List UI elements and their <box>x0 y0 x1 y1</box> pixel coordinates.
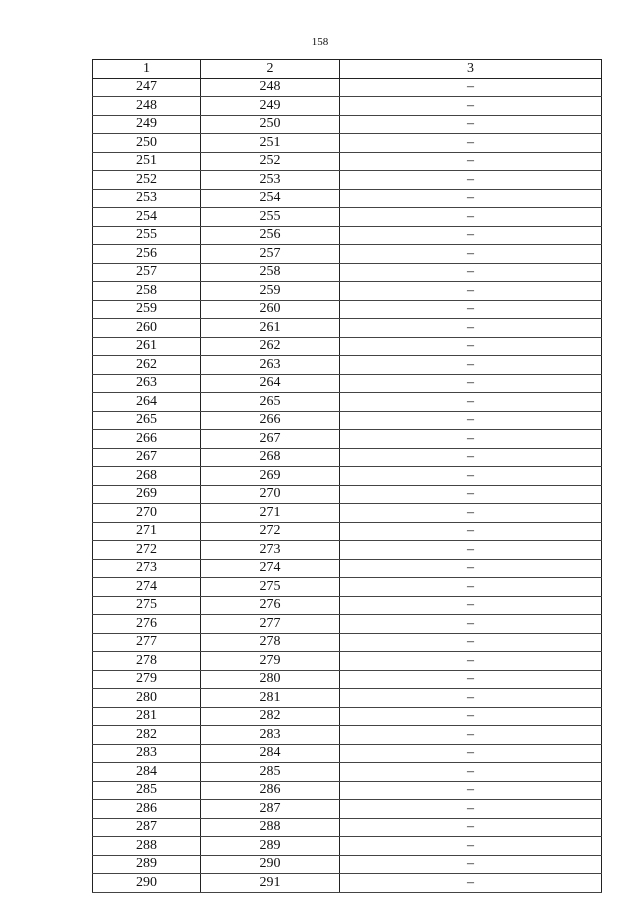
table-cell-col3: – <box>340 837 602 856</box>
data-table <box>92 59 602 893</box>
table-cell-col1: 250 <box>93 134 201 153</box>
table-cell-col2: 273 <box>201 541 340 560</box>
table-cell-col2: 259 <box>201 282 340 301</box>
table-cell-col3: – <box>340 411 602 430</box>
table-cell-col2: 286 <box>201 781 340 800</box>
table-cell-col1: 269 <box>93 485 201 504</box>
table-cell-col1: 257 <box>93 263 201 282</box>
table-row <box>93 541 602 560</box>
table-cell-col2: 256 <box>201 226 340 245</box>
table-row <box>93 337 602 356</box>
table-cell-col1: 268 <box>93 467 201 486</box>
column-header-3: 3 <box>340 60 602 79</box>
table-row <box>93 171 602 190</box>
table-cell-col3: – <box>340 189 602 208</box>
table-cell-col2: 250 <box>201 115 340 134</box>
table-cell-col2: 288 <box>201 818 340 837</box>
table-cell-col3: – <box>340 319 602 338</box>
table-cell-col2: 279 <box>201 652 340 671</box>
table-row <box>93 78 602 97</box>
table-cell-col1: 247 <box>93 78 201 97</box>
table-cell-col3: – <box>340 707 602 726</box>
table-cell-col3: – <box>340 485 602 504</box>
table-cell-col1: 274 <box>93 578 201 597</box>
table-cell-col1: 277 <box>93 633 201 652</box>
table-cell-col3: – <box>340 356 602 375</box>
table-row <box>93 707 602 726</box>
table-cell-col3: – <box>340 559 602 578</box>
table-cell-col1: 251 <box>93 152 201 171</box>
table-cell-col1: 273 <box>93 559 201 578</box>
table-cell-col2: 290 <box>201 855 340 874</box>
table-cell-col2: 274 <box>201 559 340 578</box>
table-row <box>93 763 602 782</box>
table-cell-col3: – <box>340 115 602 134</box>
table-cell-col3: – <box>340 763 602 782</box>
table-cell-col2: 291 <box>201 874 340 893</box>
table-row <box>93 855 602 874</box>
table-row <box>93 596 602 615</box>
table-cell-col3: – <box>340 282 602 301</box>
table-row <box>93 319 602 338</box>
table-cell-col2: 283 <box>201 726 340 745</box>
table-row <box>93 374 602 393</box>
table-cell-col3: – <box>340 97 602 116</box>
table-cell-col3: – <box>340 78 602 97</box>
table-row <box>93 393 602 412</box>
table-row <box>93 689 602 708</box>
table-cell-col1: 287 <box>93 818 201 837</box>
table-cell-col2: 270 <box>201 485 340 504</box>
table-row <box>93 226 602 245</box>
table-cell-col1: 266 <box>93 430 201 449</box>
table-cell-col1: 262 <box>93 356 201 375</box>
table-row <box>93 152 602 171</box>
table-row <box>93 97 602 116</box>
table-row <box>93 467 602 486</box>
table-cell-col3: – <box>340 263 602 282</box>
table-cell-col3: – <box>340 652 602 671</box>
column-header-1: 1 <box>93 60 201 79</box>
table-cell-col2: 265 <box>201 393 340 412</box>
table-cell-col3: – <box>340 393 602 412</box>
table-cell-col2: 266 <box>201 411 340 430</box>
table-cell-col2: 284 <box>201 744 340 763</box>
table-row <box>93 282 602 301</box>
table-cell-col2: 268 <box>201 448 340 467</box>
table-cell-col2: 260 <box>201 300 340 319</box>
table-cell-col2: 280 <box>201 670 340 689</box>
table-cell-col1: 276 <box>93 615 201 634</box>
table-row <box>93 670 602 689</box>
table-row <box>93 578 602 597</box>
table-cell-col2: 289 <box>201 837 340 856</box>
table-cell-col2: 272 <box>201 522 340 541</box>
table-cell-col2: 275 <box>201 578 340 597</box>
table-cell-col1: 264 <box>93 393 201 412</box>
table-row <box>93 504 602 523</box>
table-cell-col2: 276 <box>201 596 340 615</box>
table-row <box>93 800 602 819</box>
table-cell-col1: 265 <box>93 411 201 430</box>
table-cell-col2: 248 <box>201 78 340 97</box>
table-cell-col3: – <box>340 874 602 893</box>
table-cell-col1: 283 <box>93 744 201 763</box>
table-cell-col1: 263 <box>93 374 201 393</box>
table-cell-col1: 261 <box>93 337 201 356</box>
table-cell-col1: 271 <box>93 522 201 541</box>
table-cell-col2: 258 <box>201 263 340 282</box>
table-cell-col2: 253 <box>201 171 340 190</box>
table-row <box>93 263 602 282</box>
table-row <box>93 744 602 763</box>
table-cell-col1: 254 <box>93 208 201 227</box>
table-cell-col3: – <box>340 689 602 708</box>
table-row <box>93 448 602 467</box>
table-cell-col3: – <box>340 670 602 689</box>
table-cell-col1: 290 <box>93 874 201 893</box>
table-row <box>93 837 602 856</box>
table-cell-col1: 256 <box>93 245 201 264</box>
table-row <box>93 430 602 449</box>
page-number: 158 <box>311 36 329 48</box>
table-row <box>93 356 602 375</box>
table-cell-col3: – <box>340 781 602 800</box>
table-cell-col1: 289 <box>93 855 201 874</box>
table-cell-col1: 258 <box>93 282 201 301</box>
table-row <box>93 115 602 134</box>
table-cell-col3: – <box>340 818 602 837</box>
table-cell-col1: 248 <box>93 97 201 116</box>
table-cell-col3: – <box>340 171 602 190</box>
table-row <box>93 134 602 153</box>
table-cell-col2: 262 <box>201 337 340 356</box>
table-cell-col1: 284 <box>93 763 201 782</box>
table-cell-col2: 263 <box>201 356 340 375</box>
table-cell-col1: 275 <box>93 596 201 615</box>
table-row <box>93 818 602 837</box>
table-cell-col2: 249 <box>201 97 340 116</box>
table-cell-col3: – <box>340 152 602 171</box>
table-cell-col1: 272 <box>93 541 201 560</box>
table-cell-col2: 255 <box>201 208 340 227</box>
table-cell-col3: – <box>340 226 602 245</box>
table-cell-col3: – <box>340 337 602 356</box>
table-row <box>93 652 602 671</box>
table-cell-col2: 282 <box>201 707 340 726</box>
table-body <box>93 78 602 892</box>
table-cell-col3: – <box>340 467 602 486</box>
table-row <box>93 208 602 227</box>
column-header-2: 2 <box>201 60 340 79</box>
table-cell-col2: 269 <box>201 467 340 486</box>
table-cell-col3: – <box>340 448 602 467</box>
table-cell-col3: – <box>340 615 602 634</box>
table-cell-col2: 261 <box>201 319 340 338</box>
table-cell-col2: 251 <box>201 134 340 153</box>
table-cell-col2: 281 <box>201 689 340 708</box>
table-cell-col1: 281 <box>93 707 201 726</box>
table-row <box>93 726 602 745</box>
table-cell-col1: 255 <box>93 226 201 245</box>
table-cell-col3: – <box>340 578 602 597</box>
table-cell-col1: 259 <box>93 300 201 319</box>
table-cell-col1: 278 <box>93 652 201 671</box>
table-cell-col3: – <box>340 596 602 615</box>
table-row <box>93 522 602 541</box>
table-cell-col1: 279 <box>93 670 201 689</box>
header-row <box>93 60 602 79</box>
table-cell-col3: – <box>340 744 602 763</box>
table-cell-col1: 288 <box>93 837 201 856</box>
table-cell-col1: 252 <box>93 171 201 190</box>
table-row <box>93 485 602 504</box>
table-cell-col1: 280 <box>93 689 201 708</box>
table-cell-col1: 249 <box>93 115 201 134</box>
table-cell-col2: 257 <box>201 245 340 264</box>
table-header <box>93 60 602 79</box>
table-cell-col1: 282 <box>93 726 201 745</box>
table-cell-col3: – <box>340 726 602 745</box>
table-cell-col3: – <box>340 300 602 319</box>
table-cell-col1: 285 <box>93 781 201 800</box>
table-row <box>93 245 602 264</box>
table-cell-col1: 286 <box>93 800 201 819</box>
table-cell-col2: 267 <box>201 430 340 449</box>
table-cell-col2: 264 <box>201 374 340 393</box>
table-cell-col2: 287 <box>201 800 340 819</box>
table-cell-col3: – <box>340 374 602 393</box>
table-cell-col3: – <box>340 504 602 523</box>
table-cell-col3: – <box>340 633 602 652</box>
table-row <box>93 615 602 634</box>
table-cell-col2: 285 <box>201 763 340 782</box>
table-row <box>93 633 602 652</box>
table-row <box>93 300 602 319</box>
table-row <box>93 411 602 430</box>
table-cell-col2: 277 <box>201 615 340 634</box>
table-row <box>93 189 602 208</box>
table-cell-col3: – <box>340 208 602 227</box>
table-cell-col2: 278 <box>201 633 340 652</box>
table-cell-col3: – <box>340 134 602 153</box>
table-cell-col1: 267 <box>93 448 201 467</box>
table-cell-col3: – <box>340 245 602 264</box>
table-cell-col3: – <box>340 522 602 541</box>
table-cell-col3: – <box>340 430 602 449</box>
table-cell-col2: 252 <box>201 152 340 171</box>
table-cell-col3: – <box>340 541 602 560</box>
table-cell-col2: 254 <box>201 189 340 208</box>
table-cell-col1: 270 <box>93 504 201 523</box>
table-cell-col3: – <box>340 800 602 819</box>
table-row <box>93 874 602 893</box>
table-cell-col2: 271 <box>201 504 340 523</box>
table-row <box>93 559 602 578</box>
table-cell-col3: – <box>340 855 602 874</box>
table-cell-col1: 253 <box>93 189 201 208</box>
table-cell-col1: 260 <box>93 319 201 338</box>
table-row <box>93 781 602 800</box>
